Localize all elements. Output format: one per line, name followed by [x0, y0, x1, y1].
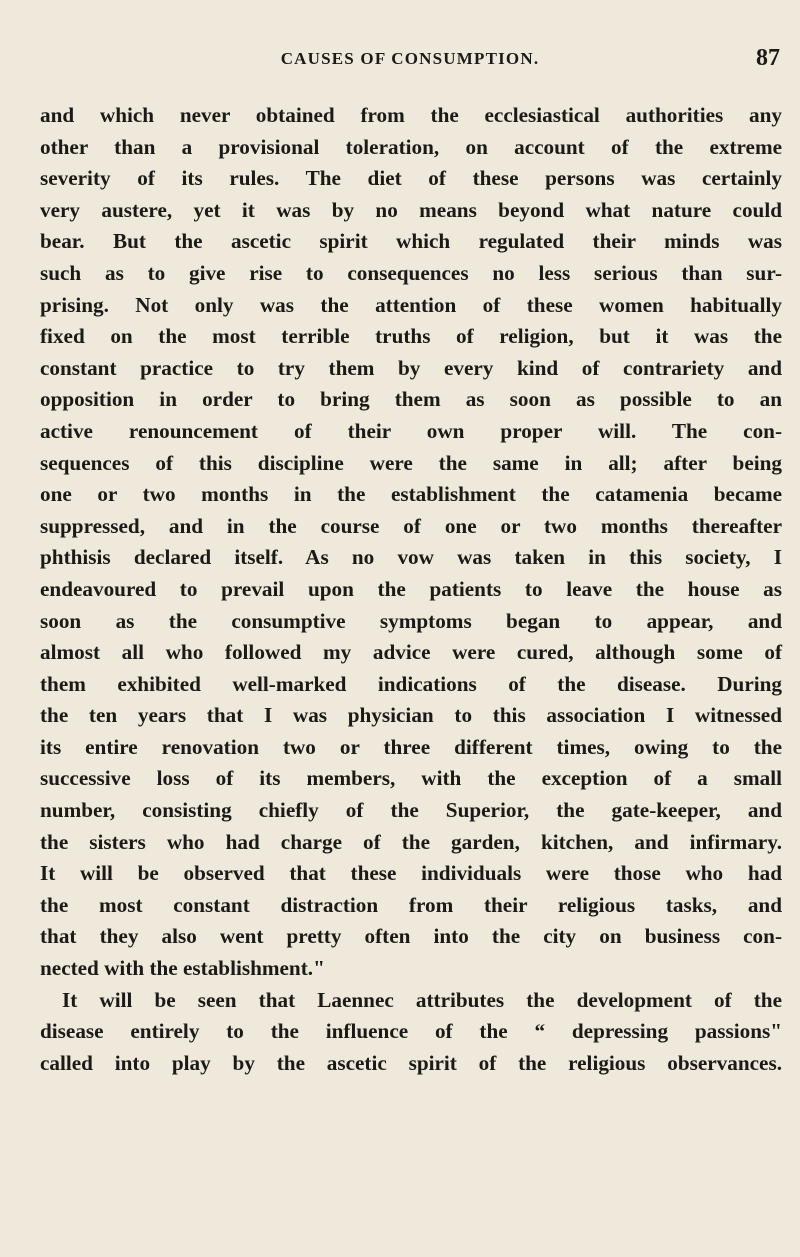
text-line: constant practice to try them by every kind of contrariety and: [40, 355, 782, 380]
text-line: its entire renovation two or three different times, owing to the: [40, 734, 782, 759]
text-line: It will be seen that Laennec attributes the development of the: [62, 987, 782, 1012]
page-number: 87: [756, 45, 780, 71]
text-line: the ten years that I was physician to this association I witnessed: [40, 703, 782, 728]
text-line: the sisters who had charge of the garden, kitchen, and infirmary.: [40, 829, 782, 854]
running-title: CAUSES OF CONSUMPTION.: [280, 49, 540, 68]
body-text: [40, 100, 782, 1079]
running-head: [40, 45, 780, 79]
text-line: number, consisting chiefly of the Superior, the gate-keeper, and: [40, 798, 782, 823]
text-line: soon as the consumptive symptoms began to appear, and: [40, 608, 782, 633]
text-line: successive loss of its members, with the exception of a small: [40, 766, 782, 791]
paragraph-quotation: [40, 100, 782, 985]
text-line: sequences of this discipline were the same in all; after being: [40, 450, 782, 475]
text-line: one or two months in the establishment the catamenia became: [40, 482, 782, 507]
text-line: bear. But the ascetic spirit which regulated their minds was: [40, 229, 782, 254]
text-line: active renouncement of their own proper will. The con-: [40, 418, 782, 443]
text-line: very austere, yet it was by no means beyond what nature could: [40, 197, 782, 222]
text-line: phthisis declared itself. As no vow was taken in this society, I: [40, 545, 782, 570]
text-line: It will be observed that these individuals were those who had: [40, 861, 782, 886]
text-line: called into play by the ascetic spirit of the religious observances.: [40, 1050, 782, 1075]
text-line: such as to give rise to consequences no less serious than sur-: [40, 260, 782, 285]
text-line: endeavoured to prevail upon the patients to leave the house as: [40, 576, 782, 601]
text-line: prising. Not only was the attention of these women habitually: [40, 292, 782, 317]
paragraph-commentary: [40, 985, 782, 1080]
text-line: and which never obtained from the ecclesiastical authorities any: [40, 103, 782, 127]
text-line: severity of its rules. The diet of these persons was certainly: [40, 166, 782, 191]
text-line: that they also went pretty often into the city on business con-: [40, 924, 782, 949]
text-line: them exhibited well-marked indications of the disease. During: [40, 671, 782, 696]
text-line: opposition in order to bring them as soon as possible to an: [40, 387, 782, 412]
text-line: the most constant distraction from their religious tasks, and: [40, 892, 782, 917]
text-line: suppressed, and in the course of one or two months thereafter: [40, 513, 782, 538]
text-line: almost all who followed my advice were cured, although some of: [40, 640, 782, 665]
text-line: nected with the establishment.": [40, 956, 325, 981]
text-line: disease entirely to the influence of the “ depressing passions": [40, 1019, 782, 1044]
text-line: other than a provisional toleration, on account of the extreme: [40, 134, 782, 159]
text-line: fixed on the most terrible truths of religion, but it was the: [40, 324, 782, 349]
